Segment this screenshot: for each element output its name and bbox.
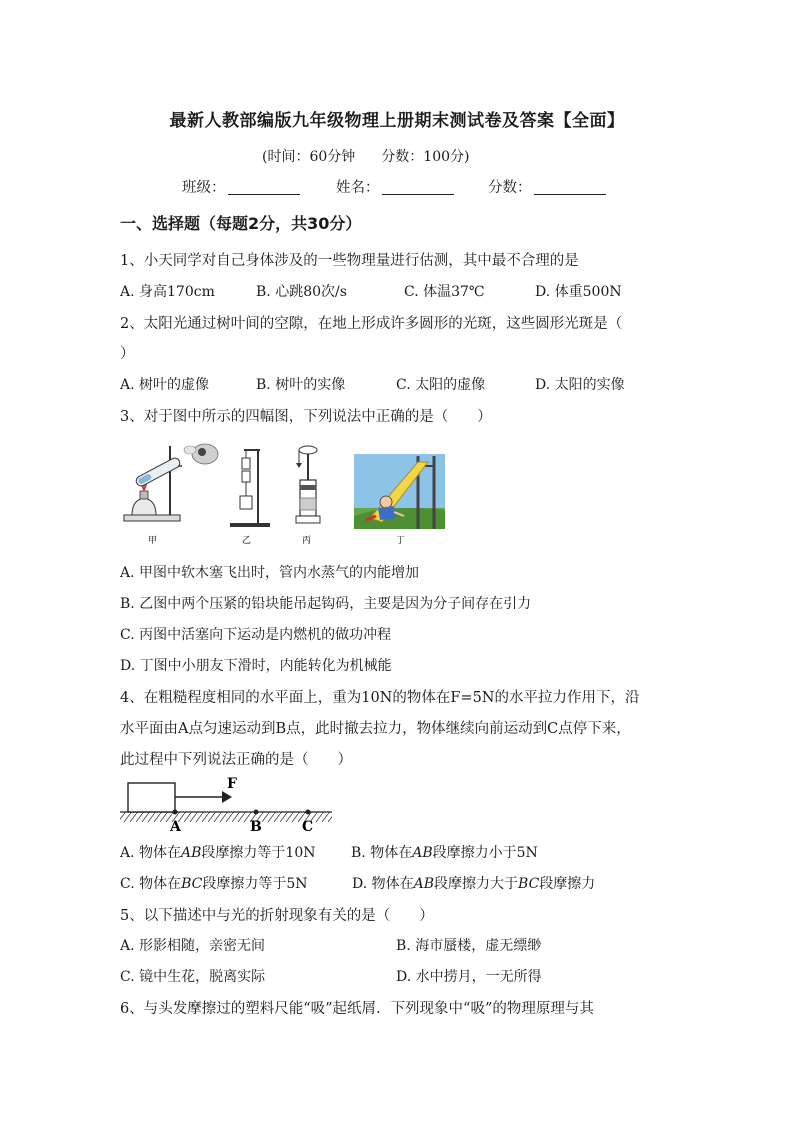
q3-option-a: A. 甲图中软木塞飞出时，管内水蒸气的内能增加 xyxy=(120,565,420,581)
q4-d-seg: AB xyxy=(413,876,435,892)
q4-d-seg2: BC xyxy=(518,876,540,892)
q4-a-post: 段摩擦力等于10N xyxy=(201,845,316,861)
name-field xyxy=(336,176,454,197)
exam-info xyxy=(262,146,495,166)
name-label: 姓名： xyxy=(336,180,380,196)
q2-option-d: D. 太阳的实像 xyxy=(535,377,625,393)
q4-stem-line2: 水平面由A点匀速运动到B点，此时撤去拉力，物体继续向前运动到C点停下来， xyxy=(120,721,631,737)
q4-option-c xyxy=(120,873,308,893)
q4-d-pre: D. 物体在 xyxy=(352,876,414,892)
q2-option-b: B. 树叶的实像 xyxy=(256,377,346,393)
q4-a-seg: AB xyxy=(181,845,202,861)
time-limit: (时间：60分钟 xyxy=(262,149,356,165)
score-label: 分数： xyxy=(488,180,532,196)
q4-option-d xyxy=(352,873,595,893)
q5-option-a: A. 形影相随，亲密无间 xyxy=(120,938,266,954)
q4-c-pre: C. 物体在 xyxy=(120,876,182,892)
point-a-label: A xyxy=(170,819,181,834)
section-heading: 一、选择题（每题2分，共30分） xyxy=(120,214,362,233)
class-field xyxy=(182,176,300,197)
figure-bing xyxy=(296,446,320,523)
q3-option-b: B. 乙图中两个压紧的铅块能吊起钩码，主要是因为分子间存在引力 xyxy=(120,596,532,612)
q4-option-b xyxy=(351,842,538,862)
q3-option-c: C. 丙图中活塞向下运动是内燃机的做功冲程 xyxy=(120,627,392,643)
q5-option-c: C. 镜中生花，脱离实际 xyxy=(120,969,266,985)
q4-d-mid: 段摩擦力大于 xyxy=(434,876,519,892)
page-title: 最新人教部编版九年级物理上册期末测试卷及答案【全面】 xyxy=(169,111,625,131)
point-b-label: B xyxy=(250,819,262,834)
q3-option-d: D. 丁图中小朋友下滑时，内能转化为机械能 xyxy=(120,658,392,674)
q4-d-post: 段摩擦力 xyxy=(539,876,596,892)
figure-label-jia: 甲 xyxy=(148,536,158,546)
q2-option-a: A. 树叶的虚像 xyxy=(120,377,210,393)
class-label: 班级： xyxy=(182,180,226,196)
figure-label-bing: 丙 xyxy=(302,536,312,546)
figure-label-yi: 乙 xyxy=(242,536,252,546)
force-label: F xyxy=(227,776,237,792)
q5-option-d: D. 水中捞月，一无所得 xyxy=(396,969,542,985)
q2-option-c: C. 太阳的虚像 xyxy=(396,377,486,393)
total-score: 分数：100分) xyxy=(381,149,470,165)
figure-yi xyxy=(230,450,270,527)
block xyxy=(128,783,175,812)
q1-option-d: D. 体重500N xyxy=(535,284,622,300)
figure-ding xyxy=(354,454,445,529)
q2-stem-line2: ） xyxy=(120,346,135,362)
class-blank xyxy=(228,180,300,195)
q4-figure xyxy=(118,774,338,834)
figure-jia xyxy=(124,444,218,521)
q4-b-seg: AB xyxy=(412,845,433,861)
q5-stem: 5、以下描述中与光的折射现象有关的是（ ） xyxy=(120,908,434,924)
name-blank xyxy=(382,180,454,195)
q1-option-a: A. 身高170cm xyxy=(120,284,215,300)
rough-surface xyxy=(120,812,332,822)
point-c-label: C xyxy=(302,819,314,834)
q4-a-pre: A. 物体在 xyxy=(120,845,182,861)
q4-stem-line1: 4、在粗糙程度相同的水平面上，重为10N的物体在F=5N的水平拉力作用下，沿 xyxy=(120,690,640,706)
q1-option-b: B. 心跳80次/s xyxy=(256,284,347,300)
q6-stem: 6、与头发摩擦过的塑料尺能“吸”起纸屑．下列现象中“吸”的物理原理与其 xyxy=(120,1001,594,1017)
q4-c-seg: BC xyxy=(181,876,203,892)
q5-option-b: B. 海市蜃楼，虚无缥缈 xyxy=(396,938,542,954)
q2-stem-line1: 2、太阳光通过树叶间的空隙，在地上形成许多圆形的光斑，这些圆形光斑是（ xyxy=(120,316,623,332)
q4-c-post: 段摩擦力等于5N xyxy=(202,876,308,892)
q1-option-c: C. 体温37℃ xyxy=(404,284,485,300)
q4-b-post: 段摩擦力小于5N xyxy=(432,845,538,861)
score-field xyxy=(488,176,606,197)
q3-stem: 3、对于图中所示的四幅图，下列说法中正确的是（ ） xyxy=(120,409,492,425)
score-blank xyxy=(534,180,606,195)
q4-option-a xyxy=(120,842,316,862)
q1-stem: 1、小天同学对自己身体涉及的一些物理量进行估测，其中最不合理的是 xyxy=(120,253,579,269)
q4-stem-line3: 此过程中下列说法正确的是（ ） xyxy=(120,752,352,768)
figure-label-ding: 丁 xyxy=(396,536,406,546)
q3-figure xyxy=(118,436,448,546)
q4-b-pre: B. 物体在 xyxy=(351,845,413,861)
